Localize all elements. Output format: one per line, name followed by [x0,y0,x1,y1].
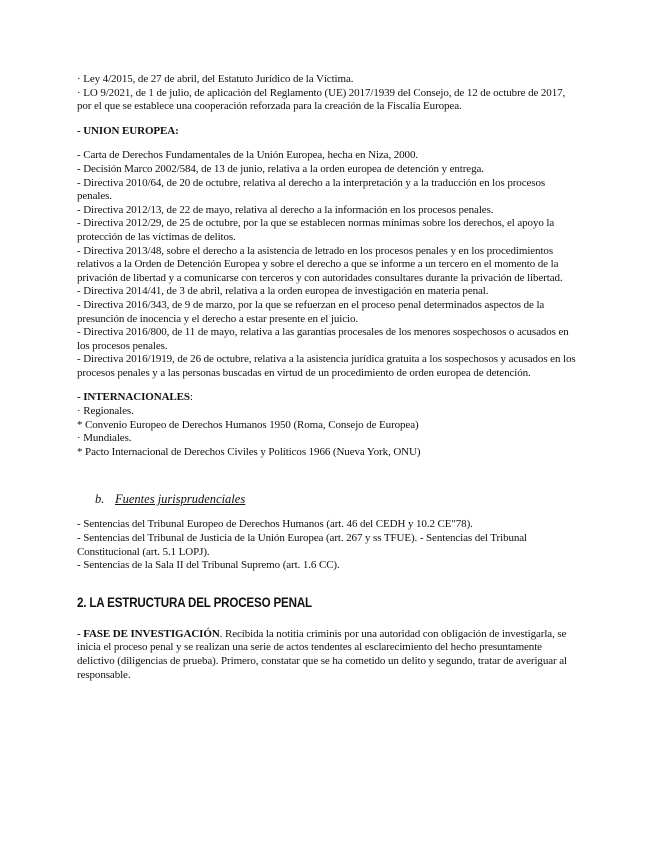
intl-heading-colon: : [189,391,193,404]
list-item: · Mundiales. [77,432,132,445]
phase-label: - FASE DE INVESTIGACIÓN [77,627,220,640]
list-item: - Directiva 2012/29, de 25 de octubre, por la que se establecen normas mínimas sobre los derechos, el apoyo la protección de las víctimas de delitos. [77,217,555,243]
intl-heading [77,391,578,405]
jurisprudence-subheading [95,492,578,507]
list-item: - Sentencias del Tribunal Europeo de Derechos Humanos (art. 46 del CEDH y 10.2 CE"78). [77,518,473,531]
intl-list [77,405,578,459]
section-title: 2. LA ESTRUCTURA DEL PROCESO PENAL [77,594,312,610]
list-item: - Directiva 2016/1919, de 26 de octubre, relativa a la asistencia jurídica gratuita a los sospechosos y acusados en los procesos penales y a las personas buscadas en virtud de un procedimiento de orden europea de detención. [77,353,576,379]
eu-list [77,149,578,380]
investigation-paragraph [77,628,578,682]
list-item: - Directiva 2013/48, sobre el derecho a la asistencia de letrado en los procesos penales y en los procedimientos relativos a la Orden de Detención Europea y sobre el derecho a que se informe a un tercero en el momento de la privación de libertad y a comunicarse con terceros y con autoridades consultares durante la privación de libertad. [77,244,563,284]
list-item: · Ley 4/2015, de 27 de abril, del Estatuto Jurídico de la Víctima. [77,73,354,85]
spain-laws-list [77,73,578,114]
list-item: - Directiva 2016/800, de 11 de mayo, relativa a las garantías procesales de los menores sospechosos o acusados en los procesos penales. [77,326,569,352]
intl-heading-label: - INTERNACIONALES [77,391,190,404]
list-item: * Convenio Europeo de Derechos Humanos 1950 (Roma, Consejo de Europea) [77,418,419,431]
list-item: - Directiva 2016/343, de 9 de marzo, por la que se refuerzan en el proceso penal determinados aspectos de la presunción de inocencia y el derecho a estar presente en el juicio. [77,298,545,325]
jurisprudence-list [77,518,578,572]
eu-heading: - UNION EUROPEA: [77,124,179,137]
subheading-title: Fuentes jurisprudenciales [115,492,246,507]
phase-text: . Recibida la notitia criminis por una autoridad con obligación de investigarla, se inicia el proceso penal y se realizan una serie de actos tendentes al esclarecimiento del hecho presuntamente delictivo (diligencias de prueba). Primero, constatar que se ha cometido un delito y segundo, tratar de averiguar al responsable. [77,627,567,681]
list-item: - Sentencias de la Sala II del Tribunal Supremo (art. 1.6 CC). [77,559,340,572]
subheading-letter: b. [95,492,105,507]
list-item: - Decisión Marco 2002/584, de 13 de junio, relativa a la orden europea de detención y entrega. [77,162,484,175]
list-item: * Pacto Internacional de Derechos Civiles y Políticos 1966 (Nueva York, ONU) [77,445,421,458]
list-item: - Carta de Derechos Fundamentales de la Unión Europea, hecha en Niza, 2000. [77,149,419,162]
list-item: · Regionales. [77,405,134,418]
list-item: - Sentencias del Tribunal de Justicia de la Unión Europea (art. 267 y ss TFUE). - Sentencias del Tribunal Constitucional (art. 5.1 LOPJ). [77,532,528,558]
list-item: - Directiva 2012/13, de 22 de mayo, relativa al derecho a la información en los procesos penales. [77,203,494,216]
list-item: · LO 9/2021, de 1 de julio, de aplicación del Reglamento (UE) 2017/1939 del Consejo, de 12 de octubre de 2017, por el que se establece una cooperación reforzada para la creación de la Fiscalía Europea. [77,86,566,113]
list-item: - Directiva 2014/41, de 3 de abril, relativa a la orden europea de investigación en materia penal. [77,285,489,298]
list-item: - Directiva 2010/64, de 20 de octubre, relativa al derecho a la interpretación y a la traducción en los procesos penales. [77,176,546,203]
